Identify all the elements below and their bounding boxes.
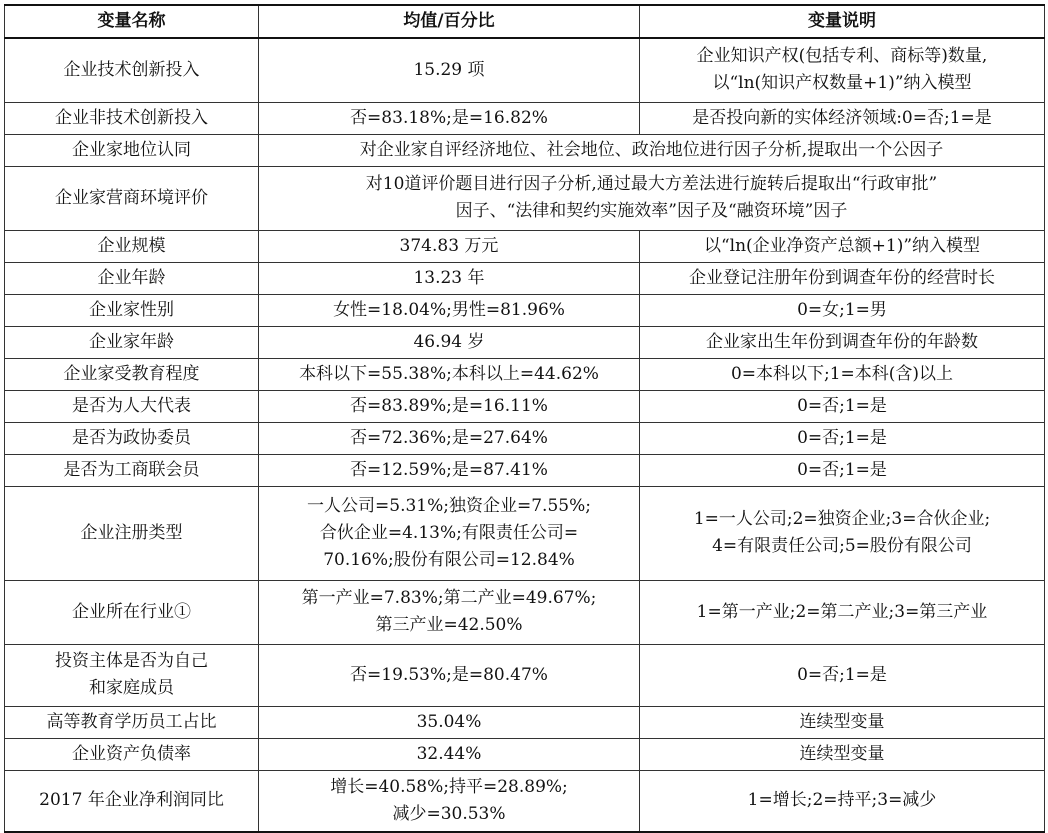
variable-name-cell: 企业规模 — [5, 230, 259, 262]
mean-percent-cell: 增长=40.58%;持平=28.89%; 减少=30.53% — [259, 770, 640, 832]
variable-name-cell: 是否为政协委员 — [5, 422, 259, 454]
variable-name-cell: 企业非技术创新投入 — [5, 102, 259, 134]
table-row — [5, 580, 1045, 644]
variable-description-cell: 1=增长;2=持平;3=减少 — [640, 770, 1045, 832]
table-row — [5, 422, 1045, 454]
variable-description-cell: 连续型变量 — [640, 706, 1045, 738]
variable-name-cell: 企业所在行业① — [5, 580, 259, 644]
table-row — [5, 358, 1045, 390]
variable-name-cell: 2017 年企业净利润同比 — [5, 770, 259, 832]
variable-description-cell: 企业家出生年份到调查年份的年龄数 — [640, 326, 1045, 358]
mean-percent-cell: 35.04% — [259, 706, 640, 738]
variable-description-cell: 是否投向新的实体经济领域:0=否;1=是 — [640, 102, 1045, 134]
variable-description-cell: 0=否;1=是 — [640, 390, 1045, 422]
table-row — [5, 230, 1045, 262]
variable-name-cell: 企业家受教育程度 — [5, 358, 259, 390]
variable-name-cell: 投资主体是否为自己 和家庭成员 — [5, 644, 259, 706]
mean-percent-cell: 本科以下=55.38%;本科以上=44.62% — [259, 358, 640, 390]
mean-percent-cell: 否=83.89%;是=16.11% — [259, 390, 640, 422]
variable-name-cell: 企业年龄 — [5, 262, 259, 294]
variable-description-cell: 企业登记注册年份到调查年份的经营时长 — [640, 262, 1045, 294]
variable-description-cell: 0=否;1=是 — [640, 422, 1045, 454]
variable-description-cell: 0=否;1=是 — [640, 454, 1045, 486]
table-row — [5, 102, 1045, 134]
mean-percent-cell: 否=72.36%;是=27.64% — [259, 422, 640, 454]
mean-percent-cell: 46.94 岁 — [259, 326, 640, 358]
header-variable-description: 变量说明 — [640, 5, 1045, 38]
table-row — [5, 166, 1045, 230]
variable-name-cell: 是否为工商联会员 — [5, 454, 259, 486]
variable-name-cell: 高等教育学历员工占比 — [5, 706, 259, 738]
mean-percent-cell: 13.23 年 — [259, 262, 640, 294]
mean-percent-cell: 否=19.53%;是=80.47% — [259, 644, 640, 706]
variable-description-cell: 连续型变量 — [640, 738, 1045, 770]
mean-percent-cell: 32.44% — [259, 738, 640, 770]
variable-description-cell: 0=否;1=是 — [640, 644, 1045, 706]
variable-name-cell: 企业家性别 — [5, 294, 259, 326]
table-row — [5, 706, 1045, 738]
header-row — [5, 5, 1045, 38]
variable-description-cell: 1=一人公司;2=独资企业;3=合伙企业; 4=有限责任公司;5=股份有限公司 — [640, 486, 1045, 580]
variable-name-cell: 企业家年龄 — [5, 326, 259, 358]
mean-percent-cell: 女性=18.04%;男性=81.96% — [259, 294, 640, 326]
header-mean-percent: 均值/百分比 — [259, 5, 640, 38]
variable-description-cell: 0=本科以下;1=本科(含)以上 — [640, 358, 1045, 390]
variable-description-cell: 以“ln(企业净资产总额+1)”纳入模型 — [640, 230, 1045, 262]
mean-percent-cell: 15.29 项 — [259, 38, 640, 102]
variable-name-cell: 企业家营商环境评价 — [5, 166, 259, 230]
variable-name-cell: 企业家地位认同 — [5, 134, 259, 166]
table-row — [5, 294, 1045, 326]
mean-percent-cell: 否=12.59%;是=87.41% — [259, 454, 640, 486]
variable-description-cell: 企业知识产权(包括专利、商标等)数量, 以“ln(知识产权数量+1)”纳入模型 — [640, 38, 1045, 102]
table-row — [5, 326, 1045, 358]
variable-name-cell: 企业资产负债率 — [5, 738, 259, 770]
merged-description-cell: 对企业家自评经济地位、社会地位、政治地位进行因子分析,提取出一个公因子 — [259, 134, 1045, 166]
table-row — [5, 134, 1045, 166]
variable-description-cell: 1=第一产业;2=第二产业;3=第三产业 — [640, 580, 1045, 644]
mean-percent-cell: 第一产业=7.83%;第二产业=49.67%; 第三产业=42.50% — [259, 580, 640, 644]
mean-percent-cell: 374.83 万元 — [259, 230, 640, 262]
variable-name-cell: 企业技术创新投入 — [5, 38, 259, 102]
table-row — [5, 454, 1045, 486]
merged-description-cell: 对10道评价题目进行因子分析,通过最大方差法进行旋转后提取出“行政审批” 因子、“法律和契约实施效率”因子及“融资环境”因子 — [259, 166, 1045, 230]
table-row — [5, 486, 1045, 580]
variables-table — [4, 4, 1045, 833]
table-row — [5, 738, 1045, 770]
table-row — [5, 770, 1045, 832]
variable-description-cell: 0=女;1=男 — [640, 294, 1045, 326]
mean-percent-cell: 否=83.18%;是=16.82% — [259, 102, 640, 134]
variable-name-cell: 企业注册类型 — [5, 486, 259, 580]
table-row — [5, 38, 1045, 102]
table-row — [5, 262, 1045, 294]
variable-name-cell: 是否为人大代表 — [5, 390, 259, 422]
table-row — [5, 644, 1045, 706]
table-row — [5, 390, 1045, 422]
mean-percent-cell: 一人公司=5.31%;独资企业=7.55%; 合伙企业=4.13%;有限责任公司= 70.16%;股份有限公司=12.84% — [259, 486, 640, 580]
header-variable-name: 变量名称 — [5, 5, 259, 38]
